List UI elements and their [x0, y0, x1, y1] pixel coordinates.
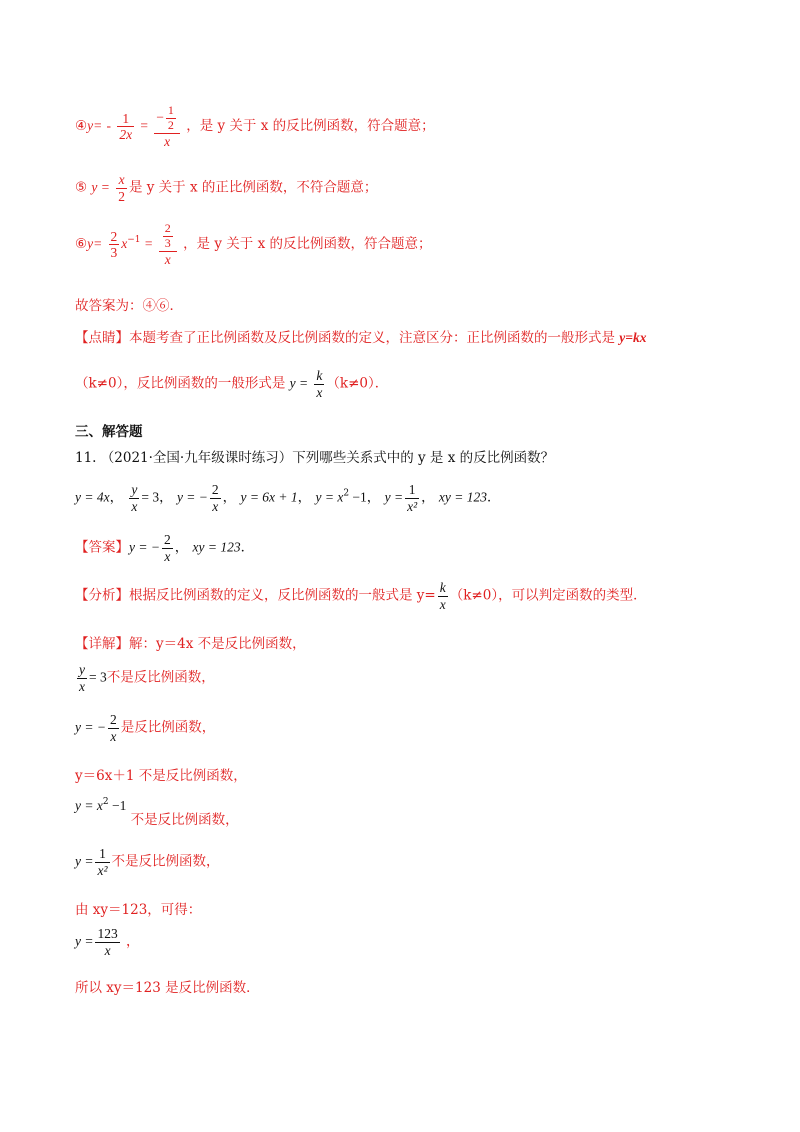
- section-title: 三、解答题: [75, 424, 143, 440]
- math-lhs: y =: [289, 375, 309, 391]
- nested-fraction: − $\frac{1}{2}$ x: [154, 104, 180, 149]
- exponent: −1: [127, 235, 141, 246]
- fraction: $\frac{2}{x}$: [109, 712, 117, 744]
- fraction: $\frac{y}{x}$: [79, 662, 85, 694]
- dianjing-line-1: [75, 326, 646, 346]
- detail-line-9: 所以 xy＝123 是反比例函数．: [75, 980, 260, 996]
- fraction: $\frac{x}{2}$: [118, 172, 125, 204]
- detail-line-5: $y = x^2 -1$ 不是反比例函数，: [75, 797, 239, 828]
- fraction: $\frac{k}{x}$: [316, 368, 323, 400]
- fraction: $\frac{123}{x}$: [97, 926, 118, 958]
- fraction: $\frac{2}{x}$: [211, 482, 219, 514]
- question-11-stem: 11. （2021·全国·九年级课时练习）下列哪些关系式中的 y 是 x 的反比例函数？: [75, 450, 555, 466]
- detail-line-3: y = − $\frac{2}{x}$ 是反比例函数，: [75, 712, 216, 744]
- answer-line: 【答案】y = − $\frac{2}{x}$ ， xy = 123．: [75, 532, 255, 564]
- circle-number: ⑥: [75, 236, 88, 253]
- fraction: $\frac{k}{x}$: [439, 580, 446, 612]
- detail-line-2: $\frac{y}{x}$ = 3不是反比例函数，: [79, 662, 215, 694]
- dianjing-line-2: （k≠0），反比例函数的一般形式是 y = $\frac{k}{x}$ （k≠0）．: [75, 368, 389, 400]
- line-item-4: [75, 104, 435, 149]
- dianjing-formula: y=kx: [619, 330, 647, 345]
- fraction: $\frac{1}{\text{x²}}$: [97, 846, 108, 878]
- equals-sign: =: [144, 236, 153, 252]
- fraction: $\frac{1}{\text{x²}}$: [407, 482, 418, 514]
- math-lhs: y=: [87, 118, 103, 134]
- circle-number: ⑤: [75, 179, 88, 196]
- detail-line-6: y = $\frac{1}{\text{x²}}$ 不是反比例函数，: [75, 846, 220, 878]
- analysis-line: 【分析】根据反比例函数的定义，反比例函数的一般式是 y= $\frac{k}{x}$ （k≠0），可以判定函数的类型．: [75, 580, 647, 612]
- detail-line-8: y = $\frac{123}{x}$ ，: [75, 926, 140, 958]
- detail-line-1: 【详解】解：y＝4x 不是反比例函数，: [75, 636, 306, 652]
- statement-text: ，是 y 关于 x 的反比例函数，符合题意；: [183, 236, 432, 253]
- detail-line-7: 由 xy＝123，可得：: [75, 902, 202, 918]
- fraction: $\frac{2}{x}$: [163, 532, 171, 564]
- dianjing-tag: 【点睛】: [75, 330, 129, 346]
- math-lhs: y=: [87, 236, 103, 252]
- detail-tag: 【详解】: [75, 636, 129, 652]
- answer-summary: 故答案为：④⑥．: [75, 298, 183, 314]
- fraction: $\frac{y}{x}$: [131, 482, 138, 514]
- equals-sign: =: [140, 118, 148, 134]
- statement-text: 是 y 关于 x 的正比例函数，不符合题意；: [128, 179, 378, 196]
- statement-text: ，是 y 关于 x 的反比例函数，符合题意；: [186, 118, 435, 135]
- line-item-6: [75, 222, 431, 267]
- circle-number: ④: [75, 118, 88, 135]
- math-lhs: y =: [91, 179, 110, 195]
- analysis-tag: 【分析】: [75, 587, 129, 604]
- fraction: $\frac{2}{3}$: [110, 228, 118, 261]
- question-11-expressions: y = 4x， $\frac{y}{x}$ = 3， y = − $\frac{2}{x}$ ， y = 6x + 1， $y = x^2 -1$， y = $\frac{1}{\text{x²}}$ ， xy = 123．: [75, 482, 501, 514]
- fraction: $\frac{1}{2x}$: [119, 110, 133, 143]
- nested-fraction: $\frac{\frac{2}{3}}{x}$: [159, 222, 177, 267]
- detail-line-4: y＝6x＋1 不是反比例函数，: [75, 768, 247, 784]
- line-item-5: [75, 172, 377, 204]
- x-variable: x: [121, 236, 128, 252]
- answer-tag: 【答案】: [75, 539, 129, 556]
- dianjing-text: 本题考查了正比例函数及反比例函数的定义，注意区分：正比例函数的一般形式是: [129, 330, 620, 346]
- minus-sign: -: [106, 118, 112, 134]
